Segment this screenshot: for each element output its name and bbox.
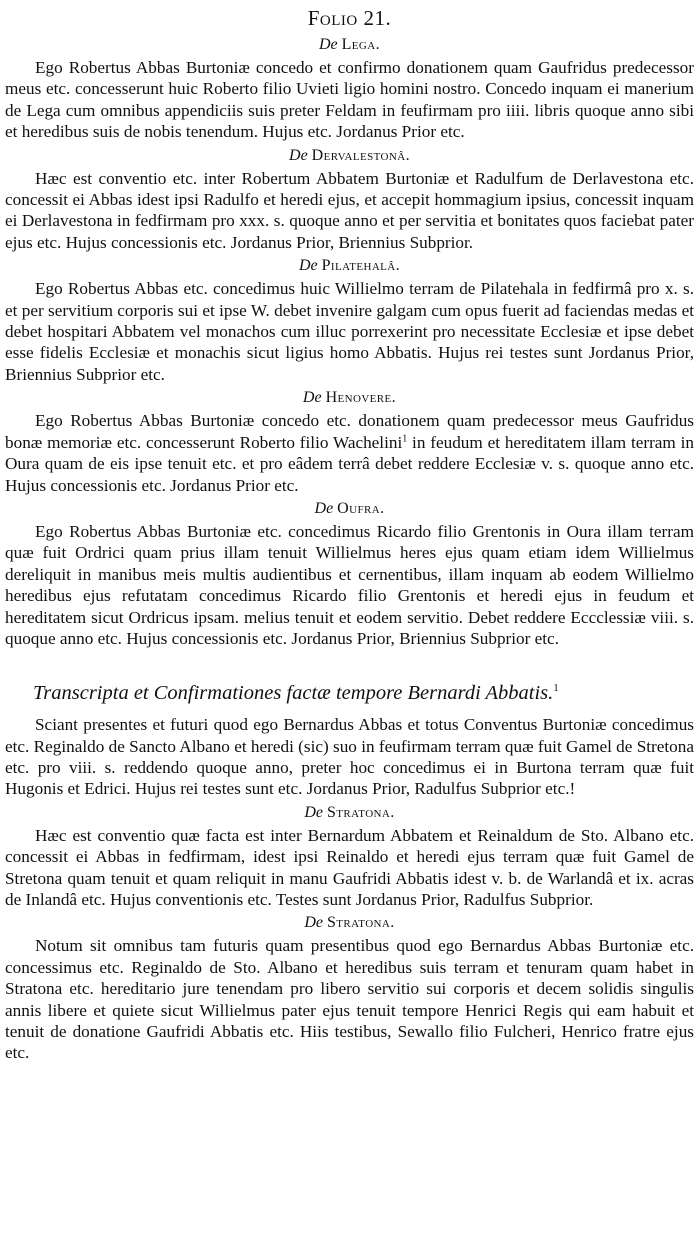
footnote-marker: 1 — [553, 682, 559, 695]
charter-heading — [5, 387, 694, 409]
heading-prep: De — [318, 36, 338, 53]
heading-prep: De — [302, 389, 322, 407]
footnote-marker: 1 — [402, 432, 408, 444]
heading-prep: De — [304, 914, 323, 932]
charter-heading — [5, 255, 694, 277]
heading-place: Stratona. — [327, 914, 395, 932]
heading-prep: De — [298, 257, 318, 275]
section-opening-text: Sciant presentes et futuri quod ego Bernardus Abbas et totus Conventus Burtoniæ concedimus etc. Reginaldo de Sancto Albano et heredi (sic) suo in feufirmam terram quæ fuit Gamel de Stretona etc. pro viii. s. reddendo quoque anno, preter hoc concedimus ei in Burtona terram quæ fuit Hugonis et Edrici. Hujus rei testes sunt etc. Jordanus Prior, Radulfus Subprior etc.! — [5, 715, 694, 799]
charter-text: Notum sit omnibus tam futuris quam presentibus quod ego Bernardus Abbas Burtoniæ etc. concessimus etc. Reginaldo de Sto. Albano et heredibus suis terram et tenuram quam habet in Stratona etc. hereditario jure tenendam pro libero servitio sui corporis et decem solidis singulis annis libere et quiete sicut Willielmus pater ejus tenuit tempore Henrici Regis qui eam habuit et tenuit de donatione Gaufridi Abbatis etc. Hiis testibus, Sewallo filio Fulcheri, Henrico fratre ejus etc. — [5, 936, 694, 1063]
charter-text-part: Ego Robertus Abbas Burtoniæ concedo etc. donationem quam predecessor meus Gaufridus bonæ memoriæ etc. concesserunt Roberto filio Wachelini — [5, 411, 694, 452]
section-title-text: Transcripta et Confirmationes factæ tempore Bernardi Abbatis. — [33, 682, 554, 705]
heading-prep: De — [289, 146, 308, 164]
folio-label: Folio 21. — [307, 6, 392, 30]
heading-prep: De — [314, 499, 334, 517]
heading-place: Lega. — [341, 36, 381, 53]
heading-place: Pilatehalâ. — [321, 257, 401, 275]
folio-heading — [5, 6, 694, 30]
heading-place: Henovere. — [325, 389, 397, 407]
heading-place: Oufra. — [337, 499, 385, 517]
charter-text: Ego Robertus Abbas Burtoniæ concedo et confirmo donationem quam Gaufridus predecessor meus etc. concesserunt huic Roberto filio Uvieti ligio homini nostro. Concedo inquam ei manerium de Lega cum omnibus appendiciis suis preter Feldam in feufirmam pro iiii. libris quoque anno sibi et heredibus suis de nobis tenendum. Hujus etc. Jordanus Prior etc. — [5, 58, 694, 142]
heading-place: Stratona. — [327, 803, 395, 821]
charter-text: Hæc est conventio etc. inter Robertum Abbatem Burtoniæ et Radulfum de Derlavestona etc. concessit ei Abbas idest ipsi Radulfo et heredi ejus, et accepit hommagium ipsius, concessit inquam ei Derlavestona in fedfirmam pro xxx. s. quoque anno et per servitia et bonitates quos faciebat pater ejus etc. Hujus concessionis etc. Jordanus Prior, Briennius Subprior. — [5, 168, 694, 252]
charter-heading — [5, 34, 694, 56]
charter-heading — [5, 498, 694, 520]
heading-prep: De — [304, 803, 323, 821]
charter-text-part: in feudum et hereditatem illam terram in Oura quam de eis ipse tenuit etc. et pro eâdem terrâ debet reddere Ecclesiæ v. s. quoque anno etc. Hujus concessionis etc. Jordanus Prior etc. — [5, 432, 694, 495]
charter-heading — [5, 802, 694, 824]
charter-heading — [5, 145, 694, 167]
charter-text: Hæc est conventio quæ facta est inter Bernardum Abbatem et Reinaldum de Sto. Albano etc. concessit ei Abbas in fedfirmam, idest ipsi Reinaldo et heredi ejus terram quæ fuit Gamel de Stretona quam tenuit et quam reliquit in manu Gaufridi Abbatis idest v. b. de Warlandâ et ix. acras de Inlandâ etc. Hujus conventionis etc. Testes sunt Jordanus Prior, Radulfus Subprior. — [5, 825, 694, 910]
charter-heading — [5, 912, 694, 934]
charter-text — [5, 410, 694, 496]
charter-text: Ego Robertus Abbas etc. concedimus huic Willielmo terram de Pilatehala in fedfirmâ pro x. s. et per servitium corporis sui et ipse W. debet invenire galgam cum opus fuerit ad faciendas medas et debet hospitari Abbatem vel monachos cum illuc porrexerint pro necessitate Ecclesiæ et ipse debet esse fidelis Ecclesiæ et monachis sicut ligius homo Abbatis. Hujus rei testes sunt Jordanus Prior, Briennius Subprior etc. — [5, 279, 694, 384]
section-title — [33, 675, 694, 706]
heading-place: Dervalestonâ. — [311, 146, 410, 164]
charter-text: Ego Robertus Abbas Burtoniæ etc. concedimus Ricardo filio Grentonis in Oura illam terram quæ fuit Ordrici quam prius illam tenuit Willielmus heres ejus quam etiam idem Willielmus dereliquit in manibus meis multis audientibus et cernentibus, illam inquam ab eodem Willielmo heredibus ejus refutatam concedimus Ricardo filio Grentonis et heredi ejus in feudum et hereditatem sicut Ordricus ipsam. melius tenuit et eodem servitio. Debet reddere Eccclessiæ viii. s. quoque anno etc. Hujus concessionis etc. Jordanus Prior, Briennius Subprior etc. — [5, 521, 694, 648]
